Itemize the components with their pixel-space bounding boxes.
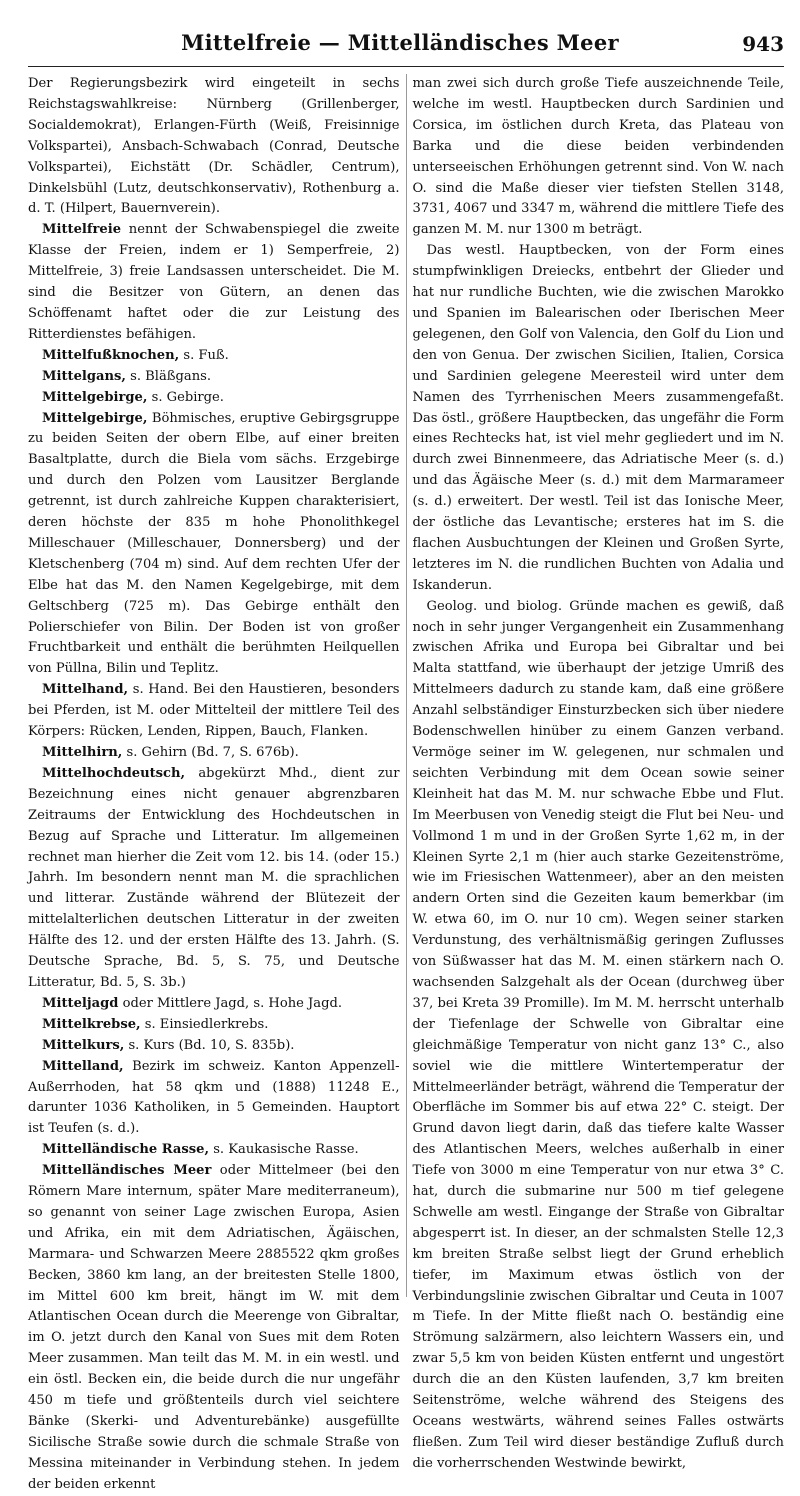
dictionary-entry <box>28 388 400 409</box>
dictionary-entry <box>28 1057 400 1141</box>
entry-headword: Mittelhand, <box>42 682 129 698</box>
entry-text: s. Kaukasische Rasse. <box>209 1142 359 1158</box>
entry-text: s. Gebirge. <box>147 389 224 405</box>
entry-text: s. Fuß. <box>179 347 229 363</box>
entry-text: s. Einsiedlerkrebs. <box>140 1016 269 1032</box>
left-column <box>28 74 400 1492</box>
entry-headword: Mittelhirn, <box>42 745 123 760</box>
dictionary-entry <box>28 1161 400 1496</box>
dictionary-entry <box>28 409 400 681</box>
entry-text: Böhmisches, eruptive Gebirgsgruppe zu beiden Seiten der obern Elbe, auf einer breiten Basaltplatte, durch die Biela vom sächs. Erzgebirge und durch den Polzen vom Lausitzer Berglande getrennt, ist durch zahlreiche Kuppen charakterisiert, deren höchste der 835 m hohe Phonolithkegel Milleschauer (Milleschauer, Donnersberg) und der Kletschenberg (704 m) sind. Auf dem rechten Ufer der Elbe hat das M. den Namen Kegelgebirge, mit dem Geltschberg (725 m). Das Gebirge enthält den Polierschiefer von Bilin. Der Boden ist von großer Fruchtbarkeit und enthält die berühmten Heilquellen von Püllna, Bilin und Teplitz. <box>28 410 400 677</box>
page-number: 943 <box>742 32 784 56</box>
entry-headword: Mitteljagd <box>42 995 119 1011</box>
dictionary-entry <box>28 994 400 1015</box>
paragraph: Der Regierungsbezirk wird eingeteilt in sechs Reichstagswahlkreise: Nürnberg (Grillenberger, Socialdemokrat), Erlangen-Fürth (Weiß, Freisinnige Volkspartei), Ansbach-Schwabach (Conrad, Deutsche Volkspartei), Eichstätt (Dr. Schädler, Centrum), Dinkelsbühl (Lutz, deutschkonservativ), Rothenburg a. d. T. (Hilpert, Bauernverein). <box>28 76 400 217</box>
column-divider <box>406 74 407 1297</box>
text-columns <box>28 74 784 1492</box>
dictionary-entry <box>28 1036 400 1057</box>
entry-text: nennt der Schwabenspiegel die zweite Klasse der Freien, indem er 1) Semperfreie, 2) Mittelfreie, 3) freie Landsassen unterscheidet. Die M. sind die Besitzer von Gütern, an denen das Schöffenamt haftet oder die zur Leistung des Ritterdienstes befähigen. <box>28 222 400 342</box>
entry-text: s. Hand. Bei den Haustieren, besonders bei Pferden, ist M. oder Mittelteil der mittlere Teil des Körpers: Rücken, Lenden, Rippen, Bauch, Flanken. <box>28 682 400 740</box>
entry-text: abgekürzt Mhd., dient zur Bezeichnung eines nicht genauer abgrenzbaren Zeitraums der Entwicklung des Hochdeutschen in Bezug auf Sprache und Litteratur. Im allgemeinen rechnet man hierher die Zeit vom 12. bis 14. (oder 15.) Jahrh. Im besondern nennt man M. die sprachlichen und litterar. Zustände während der Blütezeit der mittelalterlichen deutschen Litteratur in der zweiten Hälfte des 12. und der ersten Hälfte des 13. Jahrh. (S. Deutsche Sprache, Bd. 5, S. 75, und Deutsche Litteratur, Bd. 5, S. 3b.) <box>28 765 400 990</box>
entry-text: oder Mittelmeer (bei den Römern Mare internum, später Mare mediterraneum), so genannt von seiner Lage zwischen Europa, Asien und Afrika, ein mit dem Adriatischen, Ägäischen, Marmara- und Schwarzen Meere 2885522 qkm großes Becken, 3860 km lang, an der breitesten Stelle 1800, im Mittel 600 km breit, hängt im W. mit dem Atlantischen Ocean durch die Meerenge von Gibraltar, im O. jetzt durch den Kanal von Sues mit dem Roten Meer zusammen. Man teilt das M. M. in ein westl. und ein östl. Becken ein, die beide durch die nur ungefähr 450 m tiefe und größtenteils durch viel seichtere Bänke (Skerki- und Adventurebänke) ausgefüllte Sicilische Straße sowie durch die schmale Straße von Messina miteinander in Verbindung stehen. In jedem der beiden erkennt <box>28 1163 400 1492</box>
paragraph: Das westl. Hauptbecken, von der Form eines stumpfwinkligen Dreiecks, entbehrt der Glieder und hat nur rundliche Buchten, wie die zwischen Marokko und Spanien im Balearischen oder Iberischen Meer gelegenen, den Golf von Valencia, den Golf du Lion und den von Genua. Der zwischen Sicilien, Italien, Corsica und Sardinien gelegene Meeresteil wird unter dem Namen des Tyrrhenischen Meers zusammengefaßt. Das östl., größere Hauptbecken, das ungefähr die Form eines Rechtecks hat, ist viel mehr gegliedert und im N. durch zwei Binnenmeere, das Adriatische Meer (s. d.) und das Ägäische Meer (s. d.) mit dem Marmarameer (s. d.) erweitert. Der westl. Teil ist das Ionische Meer, der östliche das Levantische; ersteres hat im S. die flachen Ausbuchtungen der Kleinen und Großen Syrte, letzteres im N. die rundlichen Buchten von Adalia und Iskanderun. <box>412 243 784 593</box>
entry-headword: Mittelländisches Meer <box>42 1163 212 1179</box>
paragraph: man zwei sich durch große Tiefe auszeichnende Teile, welche im westl. Hauptbecken durch Sardinien und Corsica, im östlichen durch Kreta, das Plateau von Barka und die diese beiden verbindenden unterseeischen Erhöhungen getrennt sind. Von W. nach O. sind die Maße dieser vier tiefsten Stellen 3148, 3731, 4067 und 3347 m, während die mittlere Tiefe des ganzen M. M. nur 1300 m beträgt. <box>412 76 784 238</box>
running-head <box>0 30 800 64</box>
entry-headword: Mittelkrebse, <box>42 1016 141 1032</box>
header-rule <box>28 66 784 67</box>
entry-headword: Mittelländische Rasse, <box>42 1142 210 1158</box>
entry-headword: Mittelfußknochen, <box>42 347 180 363</box>
right-column <box>412 74 785 1471</box>
entry-text: oder Mittlere Jagd, s. Hohe Jagd. <box>118 995 343 1011</box>
dictionary-entry <box>28 1140 400 1161</box>
entry-headword: Mittelkurs, <box>42 1037 125 1053</box>
page-title: Mittelfreie — Mittelländisches Meer <box>181 30 619 55</box>
dictionary-entry <box>28 680 400 743</box>
entry-text: s. Gehirn (Bd. 7, S. 676b). <box>122 745 299 760</box>
entry-headword: Mittelhochdeutsch, <box>42 765 186 781</box>
dictionary-entry <box>28 220 400 345</box>
entry-headword: Mittelgans, <box>42 368 126 384</box>
paragraph: Geolog. und biolog. Gründe machen es gewiß, daß noch in sehr junger Vergangenheit ein Zusammenhang zwischen Afrika und Europa bei Gibraltar und bei Malta stattfand, wie überhaupt der jetzige Umriß des Mittelmeers dadurch zu stande kam, daß eine größere Anzahl selbständiger Einsturzbecken sich über niedere Bodenschwellen hinüber zu einem Ganzen verband. Vermöge seiner im W. gelegenen, nur schmalen und seichten Verbindung mit dem Ocean sowie seiner Kleinheit hat das M. M. nur schwache Ebbe und Flut. Im Meerbusen von Venedig steigt die Flut bei Neu- und Vollmond 1 m und in der Großen Syrte 1,62 m, in der Kleinen Syrte 2,1 m (hier auch starke Gezeitenströme, wie im Friesischen Wattenmeer), aber an den meisten andern Orten sind die Gezeiten kaum bemerkbar (im W. etwa 60, im O. nur 10 cm). Wegen seiner starken Verdunstung, des verhältnismäßig geringen Zuflusses von Süßwasser hat das M. M. einen stärkern nach O. wachsenden Salzgehalt als der Ocean (durchweg über 37, bei Kreta 39 Promille). Im M. M. herrscht unterhalb der Tiefenlage der Schwelle von Gibraltar eine gleichmäßige Temperatur von nicht ganz 13° C., also soviel wie die mittlere Wintertemperatur der Mittelmeerländer beträgt, während die Temperatur der Oberfläche im Sommer bis auf etwa 22° C. steigt. Der Grund davon liegt darin, daß das tiefere kalte Wasser des Atlantischen Meers, welches außerhalb in einer Tiefe von 3000 m eine Temperatur von nur etwa 3° C. hat, durch die submarine nur 500 m tief gelegene Schwelle am westl. Eingange der Straße von Gibraltar abgesperrt ist. In dieser, an der schmalsten Stelle 12,3 km breiten Straße selbst liegt der Grund erheblich tiefer, im Maximum etwas östlich von der Verbindungslinie zwischen Gibraltar und Ceuta in 1007 m Tiefe. In der Mitte fließt nach O. beständig eine Strömung salzärmern, also leichtern Wassers ein, und zwar 5,5 km von beiden Küsten entfernt und ungestört durch die an den Küsten laufenden, 3,7 km breiten Seitenströme, welche während des Steigens des Oceans westwärts, während seines Falles ostwärts fließen. Zum Teil wird dieser beständige Zufluß durch die vorherrschenden Westwinde bewirkt, <box>412 598 784 1471</box>
entry-headword: Mittelgebirge, <box>42 410 148 426</box>
entry-text: s. Kurs (Bd. 10, S. 835b). <box>124 1037 295 1053</box>
entry-headword: Mittelgebirge, <box>42 389 148 405</box>
entry-headword: Mittelfreie <box>42 222 122 238</box>
dictionary-entry <box>28 346 400 367</box>
entry-text: Bezirk im schweiz. Kanton Appenzell-Außerrhoden, hat 58 qkm und (1888) 11248 E., darunter 1036 Katholiken, in 5 Gemeinden. Hauptort ist Teufen (s. d.). <box>28 1058 400 1137</box>
dictionary-entry <box>28 1015 400 1036</box>
entry-headword: Mittelland, <box>42 1058 124 1074</box>
dictionary-entry <box>28 367 400 388</box>
dictionary-entry <box>28 743 400 764</box>
entry-text: s. Bläßgans. <box>125 368 212 384</box>
dictionary-entry <box>28 764 400 994</box>
